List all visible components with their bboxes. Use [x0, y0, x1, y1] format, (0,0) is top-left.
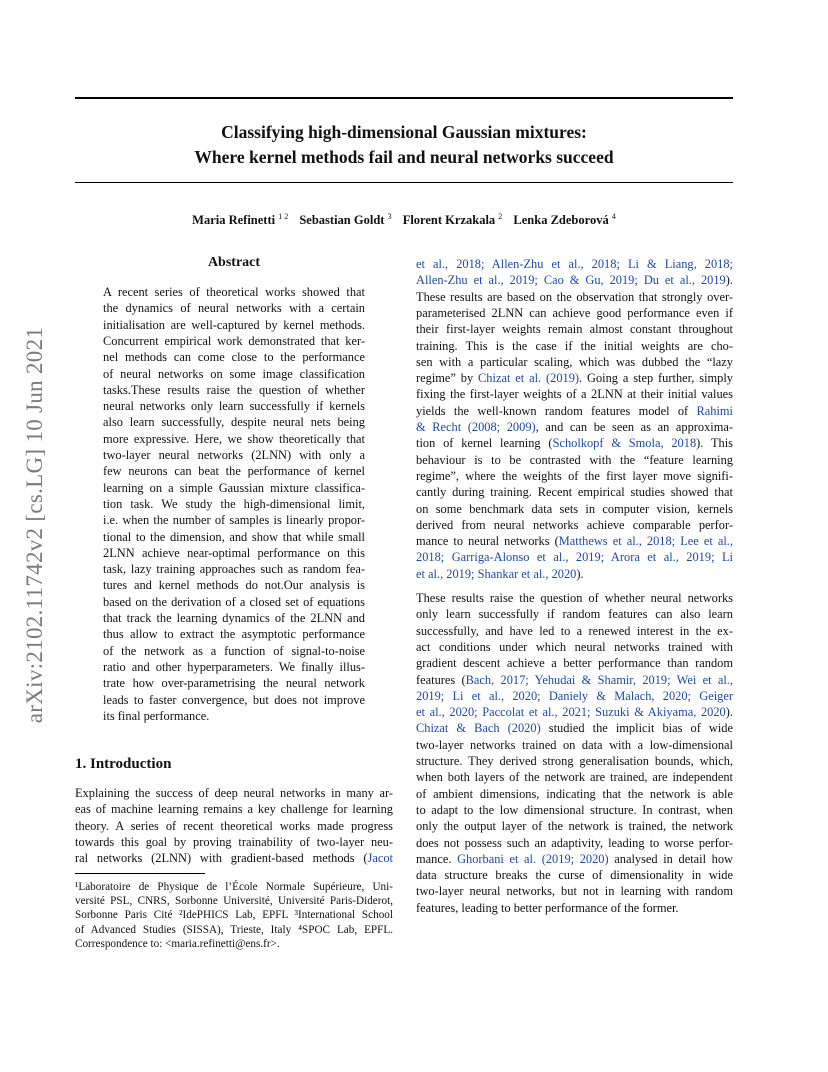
citation-link[interactable]: Suzuki & Akiyama, 2020 — [595, 705, 726, 720]
citation-link[interactable]: Daniely & Malach, 2020; — [548, 688, 691, 703]
citation-link[interactable]: Shankar et al., 2020 — [477, 566, 577, 581]
abstract-line: 2LNN achieve near-optimal performance on this — [103, 545, 365, 560]
body-line: when both layers of the network are trained, are independent — [416, 770, 733, 785]
citation-link[interactable]: & Recht (2008; 2009) — [416, 420, 536, 434]
arxiv-stamp-text: arXiv:2102.11742v2 [cs.LG] 10 Jun 2021 — [22, 326, 47, 724]
author: Lenka Zdeborová $^4$ — [513, 212, 616, 228]
citation-link[interactable]: Wei et al., — [676, 672, 733, 687]
abstract-line: of neural networks on some image classification — [103, 366, 365, 381]
body-line: does not possess such an adaptivity, leading to worse perfor- — [416, 835, 733, 850]
citation-link[interactable]: Allen-Zhu et al., 2018; — [491, 257, 620, 271]
body-line: behaviour is to be contrasted with the “feature learning — [416, 452, 733, 467]
body-line: parameterised 2LNN can achieve good performance even if — [416, 305, 733, 320]
intro-line: theory. A series of recent theoretical works made progress — [75, 818, 393, 833]
author: Florent Krzakala $^2$ — [402, 212, 503, 228]
author: Sebastian Goldt $^3$ — [299, 212, 392, 228]
section-heading-introduction: 1. Introduction — [75, 756, 172, 772]
citation-link[interactable]: Cao & Gu, 2019; — [543, 273, 638, 288]
body-line: two-layer networks trained on data with a low-dimensional — [416, 737, 733, 752]
abstract-line: leads to faster convergence, but does not improve — [103, 692, 365, 707]
body-line: to adapt to the low dimensional structure. In contrast, when — [416, 802, 733, 817]
title-rule-top — [75, 97, 733, 99]
affiliation-mark: 3 — [387, 212, 392, 221]
abstract-line: neural networks only learn successfully if kernels — [103, 399, 365, 414]
body-line: of ambient dimensions, indicating that the network is able — [416, 786, 733, 801]
body-line: These results are based on the observation that strongly over- — [416, 289, 733, 304]
citation-link[interactable]: Lee et al., — [680, 534, 734, 549]
paper-title-line-1: Classifying high-dimensional Gaussian mixtures: — [221, 122, 587, 142]
citation-link[interactable]: et al., 2019; — [416, 566, 475, 581]
abstract-line: of the network as a function of signal-to-noise — [103, 643, 365, 658]
abstract-line: thus allow to extract the asymptotic performance — [103, 627, 365, 642]
abstract-heading: Abstract — [207, 255, 261, 270]
body-line: fixing the first-layer weights of a 2LNN at their initial values — [416, 387, 733, 402]
body-line: two-layer neural networks, but not in learning with random — [416, 884, 733, 899]
title-rule-bottom — [75, 182, 733, 183]
intro-line: eas of machine learning remains a key challenge for learning — [75, 802, 393, 817]
footnote-line: ¹Laboratoire de Physique de l’École Normale Supérieure, Uni- — [75, 881, 393, 893]
body-line: regime” by Chizat et al. (2019). Going a step further, simply — [416, 371, 733, 386]
abstract-line: nel methods can come close to the performance — [103, 350, 365, 365]
citation-link[interactable]: et al., 2020; — [416, 705, 478, 720]
abstract-line: tures and kernel methods do not.Our analysis is — [103, 578, 365, 593]
abstract-line: tion task. We study the high-dimensional limit, — [103, 496, 365, 511]
body-line: Allen-Zhu et al., 2019; Cao & Gu, 2019; Du et al., 2019). — [416, 273, 733, 288]
abstract-line: A recent series of theoretical works showed that — [103, 285, 365, 299]
body-line: features, leading to better performance of the former. — [416, 900, 679, 915]
body-line: gradient descent achieve a better performance than random — [416, 656, 733, 671]
abstract-line: the dynamics of neural networks with a certain — [103, 301, 365, 316]
body-line: These results raise the question of whether neural networks — [416, 591, 733, 605]
citation-link[interactable]: 2018; Garriga-Alonso et al., 2019; Arora et al., 2019; Li — [416, 550, 733, 565]
body-line: act conditions under which neural networks trained with — [416, 639, 733, 654]
abstract-line: tasks.These results raise the question of whether — [103, 382, 365, 397]
abstract-line: two-layer neural networks (2LNN) with only a — [103, 448, 365, 462]
citation-link[interactable]: Du et al., 2019 — [643, 273, 726, 288]
body-line: successfully, and have led to a renewed interest in the ex- — [416, 623, 733, 638]
citation-link[interactable]: Rahimi — [696, 403, 733, 418]
body-line: cantly during training. Recent empirical studies showed that — [416, 485, 733, 500]
abstract-line: i.e. when the number of samples is linearly propor- — [103, 513, 365, 528]
body-line: only learn successfully if random features can also learn — [416, 607, 733, 622]
abstract-line: learning on a simple Gaussian mixture classifica- — [103, 480, 365, 495]
abstract-line: ratio and other hyperparameters. We finally illus- — [103, 659, 365, 674]
abstract-line: task, lazy training approaches such as random fea- — [103, 562, 365, 577]
abstract-line: also learn successfully, despite neural nets being — [103, 415, 365, 430]
body-line: tion of kernel learning (Scholkopf & Smola, 2018). This — [416, 436, 733, 451]
body-line: yields the well-known random features model of Rahimi — [416, 403, 733, 418]
citation-link[interactable]: Scholkopf & Smola, 2018 — [552, 436, 697, 451]
intro-line: Explaining the success of deep neural networks in many ar- — [75, 786, 393, 800]
body-line: Chizat & Bach (2020) studied the implicit bias of wide — [416, 721, 733, 736]
abstract-line: based on the derivation of a closed set of equations — [103, 594, 365, 609]
affiliation-mark: 4 — [611, 212, 616, 221]
body-line: & Recht (2008; 2009), and can be seen as an approxima- — [416, 420, 733, 434]
abstract-line: its final performance. — [103, 708, 210, 723]
body-line — [416, 256, 733, 272]
body-line: data structure breaks the curse of dimensionality in wide — [416, 868, 733, 883]
body-line: mance. Ghorbani et al. (2019; 2020) analysed in detail how — [416, 851, 733, 866]
abstract-line: Concurrent empirical work demonstrated that ker- — [103, 333, 365, 348]
citation-link[interactable]: Li & Liang, 2018; — [627, 257, 733, 271]
citation-link[interactable]: Ghorbani et al. (2019; 2020) — [457, 851, 609, 866]
abstract-line: trate how over-parametrising the neural network — [103, 676, 365, 691]
affiliation-mark: 2 — [498, 212, 503, 221]
citation-link[interactable]: Chizat & Bach (2020) — [416, 721, 541, 736]
intro-line: towards this goal by proving trainability of two-layer neu- — [75, 834, 393, 849]
citation-link[interactable]: Chizat et al. (2019) — [478, 371, 580, 386]
body-line — [416, 688, 733, 704]
footnote-line: versité PSL, CNRS, Sorbonne Université, Université Paris-Diderot, — [75, 895, 393, 908]
footnote-line: Correspondence to: <maria.refinetti@ens.fr>. — [75, 937, 280, 950]
body-line: mance to neural networks (Matthews et al., 2018; Lee et al., — [416, 534, 734, 549]
citation-link[interactable]: Bach, 2017; — [465, 672, 529, 687]
abstract-line: initialisation are well-captured by kernel methods. — [103, 317, 365, 332]
body-line — [416, 549, 733, 565]
footnote-rule — [75, 873, 205, 874]
body-line: only the output layer of the network is trained, the network — [416, 819, 733, 834]
citation-link[interactable]: Jacot — [367, 851, 393, 866]
body-line: structure. They derived strong generalisation bounds, which, — [416, 754, 733, 768]
footnote-line: Sorbonne Paris Cité ²IdePHICS Lab, EPFL ³International School — [75, 909, 393, 922]
arxiv-stamp — [20, 295, 50, 755]
citation-link[interactable]: et al., 2018; — [416, 257, 485, 271]
footnote-line: of Advanced Studies (SISSA), Trieste, Italy ⁴SPOC Lab, EPFL. — [75, 923, 393, 936]
author-list — [75, 212, 733, 228]
citation-link[interactable]: Paccolat et al., 2021; — [482, 705, 591, 720]
body-line: features (Bach, 2017; Yehudai & Shamir, 2019; Wei et al., — [416, 672, 733, 687]
abstract-line: that track the learning dynamics of the 2LNN and — [103, 611, 365, 625]
author: Maria Refinetti $^{1 2}$ — [192, 212, 289, 228]
affiliation-mark: 1 2 — [278, 212, 289, 221]
abstract-line: more expressive. Here, we show theoretically that — [103, 431, 365, 446]
body-line: their first-layer weights remain almost constant throughout — [416, 322, 733, 337]
body-line: on some benchmark data sets in computer vision, kernels — [416, 501, 733, 516]
abstract-line: few neurons can beat the performance of kernel — [103, 464, 365, 479]
body-line: derived from neural networks achieve comparable perfor- — [416, 517, 733, 532]
citation-link[interactable]: Allen-Zhu et al., 2019; — [416, 273, 538, 288]
abstract-line: tional to the dimension, and show that while small — [103, 529, 365, 544]
body-line: et al., 2020; Paccolat et al., 2021; Suzuki & Akiyama, 2020). — [416, 705, 733, 720]
body-line: training. This is the case if the initial weights are cho- — [416, 338, 733, 353]
citation-link[interactable]: Matthews et al., 2018; — [558, 534, 676, 549]
citation-link[interactable]: Geiger — [699, 688, 733, 703]
citation-link[interactable]: 2019; Li et al., 2020; — [416, 688, 541, 703]
body-line: et al., 2019; Shankar et al., 2020). — [416, 566, 584, 581]
body-line: sen with a particular scaling, which was dubbed the “lazy — [416, 354, 733, 369]
paper-title-line-2: Where kernel methods fail and neural networks succeed — [194, 147, 614, 167]
body-line: regime”, where the weights of the first layer move signifi- — [416, 468, 733, 483]
intro-line: ral networks (2LNN) with gradient-based methods (Jacot — [75, 851, 393, 866]
citation-link[interactable]: Yehudai & Shamir, 2019; — [534, 672, 671, 687]
